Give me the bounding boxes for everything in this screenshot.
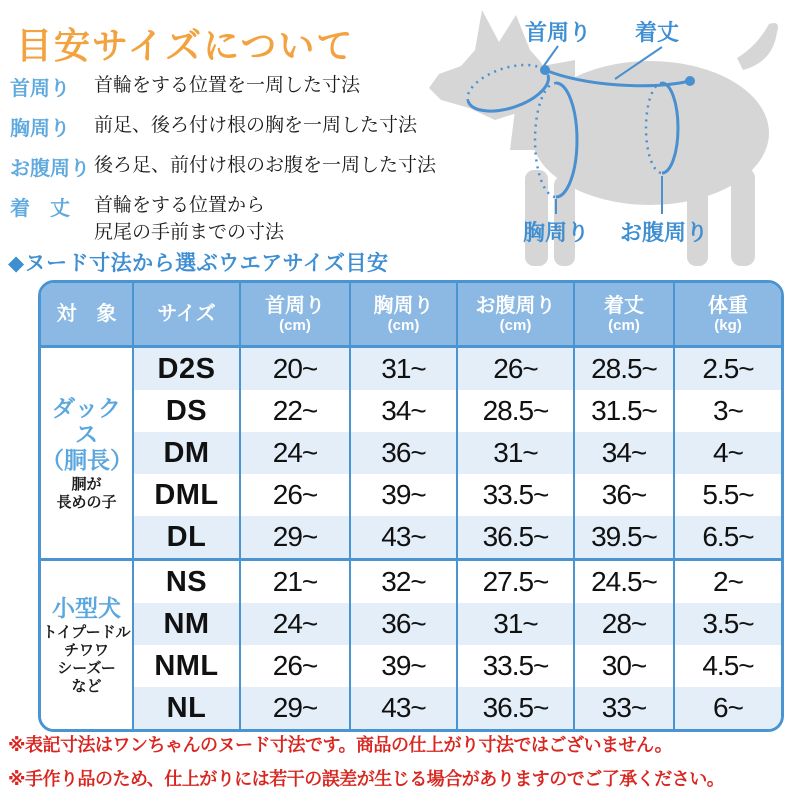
diagram-belly-label: お腹周り	[620, 220, 709, 245]
neck-value: 22~	[240, 390, 350, 432]
belly-value: 36.5~	[457, 516, 574, 560]
footnote-nude-size: ※表記寸法はワンちゃんのヌード寸法です。商品の仕上がり寸法ではございません。	[8, 735, 673, 755]
table-row	[41, 687, 781, 729]
group-note: トイプードル チワワ シーズー など	[42, 623, 131, 695]
diagram-chest-label: 胸周り	[523, 220, 590, 245]
neck-value: 21~	[240, 560, 350, 604]
chest-value: 31~	[350, 347, 457, 391]
weight-value: 2~	[674, 560, 781, 604]
header-neck: 首周り (cm)	[240, 283, 350, 347]
table-row	[41, 474, 781, 516]
definition-chest	[10, 112, 440, 141]
dog-diagram	[425, 0, 800, 272]
group-name: 小型犬	[52, 594, 121, 621]
belly-value: 28.5~	[457, 390, 574, 432]
belly-value: 27.5~	[457, 560, 574, 604]
neck-value: 26~	[240, 645, 350, 687]
weight-value: 4~	[674, 432, 781, 474]
header-target: 対 象	[41, 283, 133, 347]
footnote-handmade: ※手作り品のため、仕上がりには若干の誤差が生じる場合がありますのでご了承ください。	[8, 769, 725, 789]
belly-value: 33.5~	[457, 474, 574, 516]
header-length: 着丈 (cm)	[574, 283, 674, 347]
diagram-length-label: 着丈	[635, 20, 680, 45]
footnotes	[8, 731, 724, 791]
belly-value: 33.5~	[457, 645, 574, 687]
size-code: DS	[133, 390, 240, 432]
size-code: DM	[133, 432, 240, 474]
weight-value: 4.5~	[702, 650, 754, 681]
size-code: DL	[133, 516, 240, 560]
neck-value: 29~	[240, 687, 350, 729]
belly-value: 31~	[457, 432, 574, 474]
length-value: 39.5~	[574, 516, 674, 560]
header-weight: 体重 (kg)	[674, 283, 781, 347]
size-code: D2S	[133, 347, 240, 391]
diagram-neck-label: 首周り	[525, 20, 592, 45]
neck-value: 20~	[240, 347, 350, 391]
length-value: 36~	[574, 474, 674, 516]
group-small-dog	[41, 560, 133, 730]
table-header-row	[41, 283, 781, 347]
definition-label: お腹周り	[10, 158, 90, 180]
group-dachshund	[41, 347, 133, 560]
length-value: 31.5~	[574, 390, 674, 432]
group-note: 胴が 長めの子	[56, 475, 117, 511]
chest-value: 34~	[350, 390, 457, 432]
belly-value: 31~	[457, 603, 574, 645]
size-code: NML	[133, 645, 240, 687]
weight-value: 6.5~	[674, 516, 781, 560]
definition-text: 前足、後ろ付け根の胸を一周した寸法	[94, 115, 418, 136]
weight-value: 2.5~	[674, 347, 781, 391]
dog-silhouette-graphic	[425, 0, 800, 272]
size-code: DML	[133, 474, 240, 516]
table-row	[41, 347, 781, 391]
chest-value: 43~	[350, 687, 457, 729]
chest-value: 43~	[350, 516, 457, 560]
belly-value: 36.5~	[457, 687, 574, 729]
header-size: サイズ	[133, 283, 240, 347]
definition-length	[10, 192, 440, 246]
section-title: ◆ヌード寸法から選ぶウエアサイズ目安	[8, 252, 389, 275]
page-title: 目安サイズについて	[16, 25, 355, 66]
weight-value: 6~	[674, 687, 781, 729]
length-value: 30~	[574, 645, 674, 687]
length-value: 28.5~	[574, 347, 674, 391]
length-value: 33~	[574, 687, 674, 729]
chest-value: 36~	[350, 432, 457, 474]
definition-label: 首周り	[10, 78, 70, 100]
measurement-definitions	[10, 72, 440, 246]
header-belly: お腹周り (cm)	[457, 283, 574, 347]
chest-value: 39~	[350, 474, 457, 516]
definition-belly	[10, 152, 440, 181]
dog-body-shape	[429, 10, 778, 266]
header-chest: 胸周り (cm)	[350, 283, 457, 347]
weight-value: 5.5~	[702, 479, 754, 510]
definition-neck	[10, 72, 440, 101]
table-row	[41, 560, 781, 604]
belly-value: 26~	[457, 347, 574, 391]
neck-value: 26~	[240, 474, 350, 516]
chest-value: 36~	[350, 603, 457, 645]
definition-text: 首輪をする位置を一周した寸法	[94, 75, 361, 96]
definition-text: 首輪をする位置から 尻尾の手前までの寸法	[94, 195, 285, 243]
neck-value: 29~	[240, 516, 350, 560]
group-name: ダックス （胴長）	[41, 394, 133, 473]
table-row	[41, 390, 781, 432]
neck-value: 24~	[240, 432, 350, 474]
chest-value: 39~	[350, 645, 457, 687]
weight-value: 3.5~	[674, 603, 781, 645]
size-table	[38, 280, 784, 732]
table-row	[41, 603, 781, 645]
table-row	[41, 432, 781, 474]
neck-value: 24~	[240, 603, 350, 645]
size-code: NS	[133, 560, 240, 604]
length-value: 24.5~	[574, 560, 674, 604]
definition-label: 着 丈	[10, 198, 70, 220]
chest-value: 32~	[350, 560, 457, 604]
table-row	[41, 516, 781, 560]
length-value: 28~	[574, 603, 674, 645]
definition-label: 胸周り	[10, 118, 70, 140]
weight-value: 3~	[713, 395, 743, 426]
length-value: 34~	[574, 432, 674, 474]
definition-text: 後ろ足、前付け根のお腹を一周した寸法	[94, 155, 437, 176]
table-row	[41, 645, 781, 687]
size-code: NL	[133, 687, 240, 729]
size-code: NM	[133, 603, 240, 645]
